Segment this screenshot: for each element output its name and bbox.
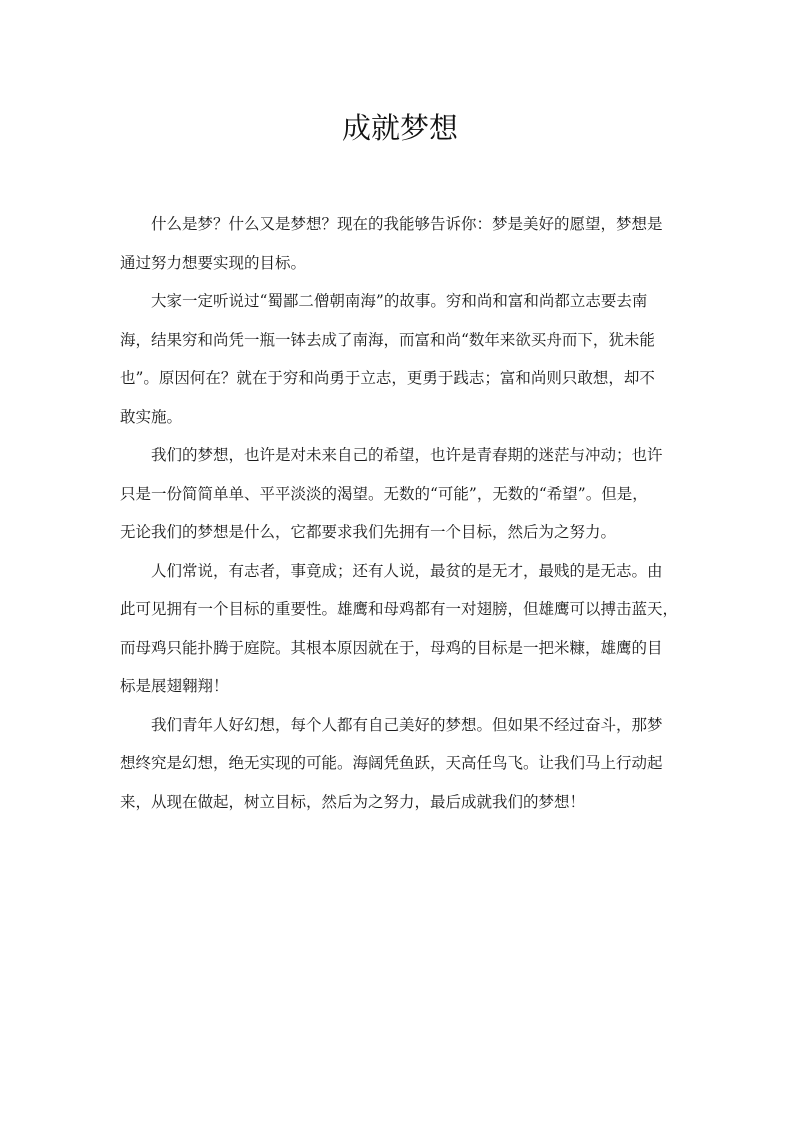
paragraph-2 (120, 282, 682, 436)
paragraph-1 (120, 205, 682, 282)
paragraph-line: 我们青年人好幻想，每个人都有自己美好的梦想。但如果不经过奋斗，那梦 (151, 715, 663, 734)
paragraph-line: 大家一定听说过“蜀鄙二僧朝南海”的故事。穷和尚和富和尚都立志要去南 (151, 292, 648, 310)
paragraph-5 (120, 706, 682, 822)
paragraph-line: 只是一份简简单单、平平淡淡的渴望。无数的“可能”，无数的“希望”。但是， (120, 484, 648, 503)
paragraph-3 (120, 436, 682, 552)
document-title: 成就梦想 (341, 111, 458, 145)
paragraph-line: 也”。原因何在？就在于穷和尚勇于立志，更勇于践志；富和尚则只敢想，却不 (120, 369, 655, 387)
paragraph-line: 我们的梦想，也许是对未来自己的希望，也许是青春期的迷茫与冲动；也许 (151, 446, 663, 464)
paragraph-line: 而母鸡只能扑腾于庭院。其根本原因就在于，母鸡的目标是一把米糠，雄鹰的目 (120, 638, 663, 657)
paragraph-line: 标是展翅翱翔！ (120, 677, 229, 695)
paragraph-line: 海，结果穷和尚凭一瓶一钵去成了南海，而富和尚“数年来欲买舟而下，犹未能 (120, 330, 655, 349)
paragraph-line: 敢实施。 (120, 407, 183, 426)
paragraph-line: 什么是梦？什么又是梦想？现在的我能够告诉你：梦是美好的愿望，梦想是 (151, 215, 663, 233)
paragraph-line: 想终究是幻想，绝无实现的可能。海阔凭鱼跃，天高任鸟飞。让我们马上行动起 (120, 754, 663, 772)
document-body (120, 205, 682, 821)
paragraph-line: 来，从现在做起，树立目标，然后为之努力，最后成就我们的梦想！ (120, 792, 586, 811)
paragraph-line: 人们常说，有志者，事竟成；还有人说，最贫的是无才，最贱的是无志。由 (151, 561, 663, 580)
paragraph-line: 无论我们的梦想是什么，它都要求我们先拥有一个目标，然后为之努力。 (120, 523, 617, 541)
paragraph-line: 通过努力想要实现的目标。 (120, 253, 307, 272)
paragraph-4 (120, 552, 682, 706)
paragraph-line: 此可见拥有一个目标的重要性。雄鹰和母鸡都有一对翅膀，但雄鹰可以搏击蓝天， (120, 600, 679, 618)
